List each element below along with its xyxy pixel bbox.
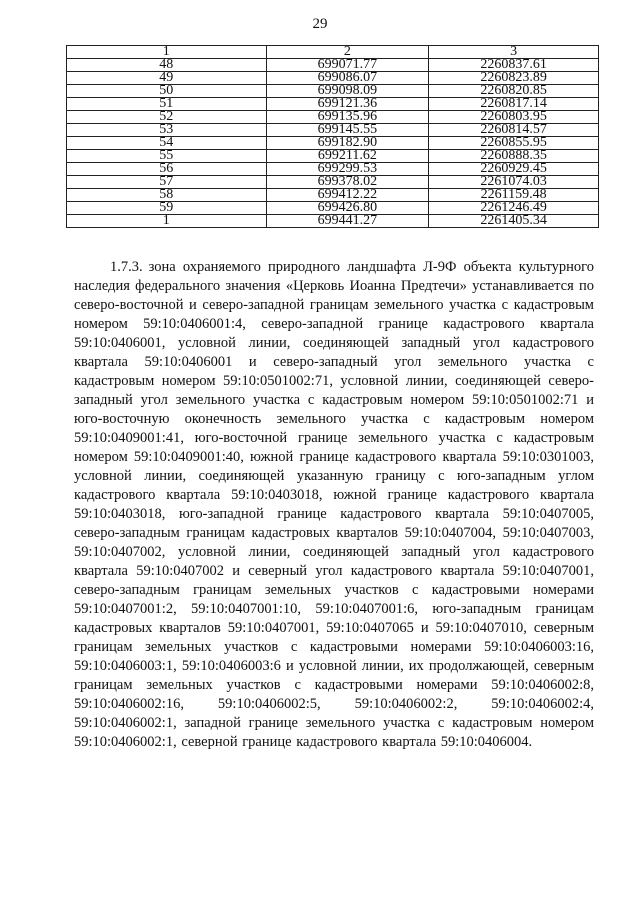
y-coordinate-cell: 2260817.14 — [429, 98, 599, 111]
page-number: 29 — [312, 16, 328, 32]
point-number-cell: 56 — [67, 163, 267, 176]
y-coordinate-cell: 2260888.35 — [429, 150, 599, 163]
point-number-cell: 50 — [67, 85, 267, 98]
y-coordinate-cell: 2261074.03 — [429, 176, 599, 189]
point-number-cell: 57 — [67, 176, 267, 189]
point-number-cell: 55 — [67, 150, 267, 163]
y-coordinate-cell: 2260820.85 — [429, 85, 599, 98]
table-row — [67, 215, 599, 228]
point-number-cell: 48 — [67, 59, 267, 72]
paragraph-text: зона охраняемого природного ландшафта Л-9Ф объекта культурного наследия федерального значения «Церковь Иоанна Предтечи» устанавливается по северо-восточной и северо-западной границам земельного участка с кадастровым номером 59:10:0406001:4, северо-западной границе кадастрового квартала 59:10:0406001, условной линии, соединяющей западный угол кадастрового квартала 59:10:0406001 и северо-западный угол земельного участка с кадастровым номером 59:10:0501002:71, условной линии, соединяющей северо-западный угол земельного участка с кадастровым номером 59:10:0501002:71 и юго-восточную оконечность земельного участка с кадастровым номером 59:10:0409001:41, юго-восточной границе земельного участка с кадастровым номером 59:10:0409001:40, южной границе кадастрового квартала 59:10:0301003, условной линии, соединяющей указанную границу с юго-западным углом кадастрового квартала 59:10:0403018, южной границе кадастрового квартала 59:10:0403018, юго-западной границе кадастрового квартала 59:10:0407005, северо-западным границам кадастровых кварталов 59:10:0407004, 59:10:0407003, 59:10:0407002, условной линии, соединяющей западный угол кадастрового квартала 59:10:0407002 и северный угол кадастрового квартала 59:10:0407001, северо-западным границам земельных участков с кадастровыми номерами 59:10:0407001:2, 59:10:0407001:10, 59:10:0407001:6, юго-западным границам кадастровых кварталов 59:10:0407001, 59:10:0407065 и 59:10:0407010, северным границам земельных участков с кадастровыми номерами 59:10:0406003:16, 59:10:0406003:1, 59:10:0406003:6 и условной линии, их продолжающей, северным границам земельных участков с кадастровыми номерами 59:10:0406002:8, 59:10:0406002:16, 59:10:0406002:5, 59:10:0406002:2, 59:10:0406002:4, 59:10:0406002:1, западной границе земельного участка с кадастровым номером 59:10:0406002:1, северной границе кадастрового квартала 59:10:0406004. — [74, 259, 594, 750]
x-coordinate-cell: 699145.55 — [266, 124, 429, 137]
y-coordinate-cell: 2260803.95 — [429, 111, 599, 124]
y-coordinate-cell: 2260823.89 — [429, 72, 599, 85]
point-number-cell: 53 — [67, 124, 267, 137]
x-coordinate-cell: 699098.09 — [266, 85, 429, 98]
point-number-cell: 52 — [67, 111, 267, 124]
x-coordinate-cell: 699412.22 — [266, 189, 429, 202]
column-header-y: 3 — [429, 46, 599, 59]
point-number-cell: 51 — [67, 98, 267, 111]
column-header-x: 2 — [266, 46, 429, 59]
x-coordinate-cell: 699299.53 — [266, 163, 429, 176]
x-coordinate-cell: 699378.02 — [266, 176, 429, 189]
y-coordinate-cell: 2261246.49 — [429, 202, 599, 215]
x-coordinate-cell: 699441.27 — [266, 215, 429, 228]
x-coordinate-cell: 699135.96 — [266, 111, 429, 124]
x-coordinate-cell: 699426.80 — [266, 202, 429, 215]
paragraph-number: 1.7.3. — [110, 259, 143, 275]
y-coordinate-cell: 2261159.48 — [429, 189, 599, 202]
column-header-point: 1 — [67, 46, 267, 59]
point-number-cell: 54 — [67, 137, 267, 150]
point-number-cell: 58 — [67, 189, 267, 202]
y-coordinate-cell: 2260855.95 — [429, 137, 599, 150]
y-coordinate-cell: 2261405.34 — [429, 215, 599, 228]
y-coordinate-cell: 2260929.45 — [429, 163, 599, 176]
y-coordinate-cell: 2260837.61 — [429, 59, 599, 72]
point-number-cell: 59 — [67, 202, 267, 215]
x-coordinate-cell: 699086.07 — [266, 72, 429, 85]
x-coordinate-cell: 699121.36 — [266, 98, 429, 111]
zone-description-paragraph — [74, 258, 594, 752]
y-coordinate-cell: 2260814.57 — [429, 124, 599, 137]
point-number-cell: 1 — [67, 215, 267, 228]
x-coordinate-cell: 699071.77 — [266, 59, 429, 72]
x-coordinate-cell: 699211.62 — [266, 150, 429, 163]
x-coordinate-cell: 699182.90 — [266, 137, 429, 150]
coordinates-table — [66, 45, 599, 228]
point-number-cell: 49 — [67, 72, 267, 85]
